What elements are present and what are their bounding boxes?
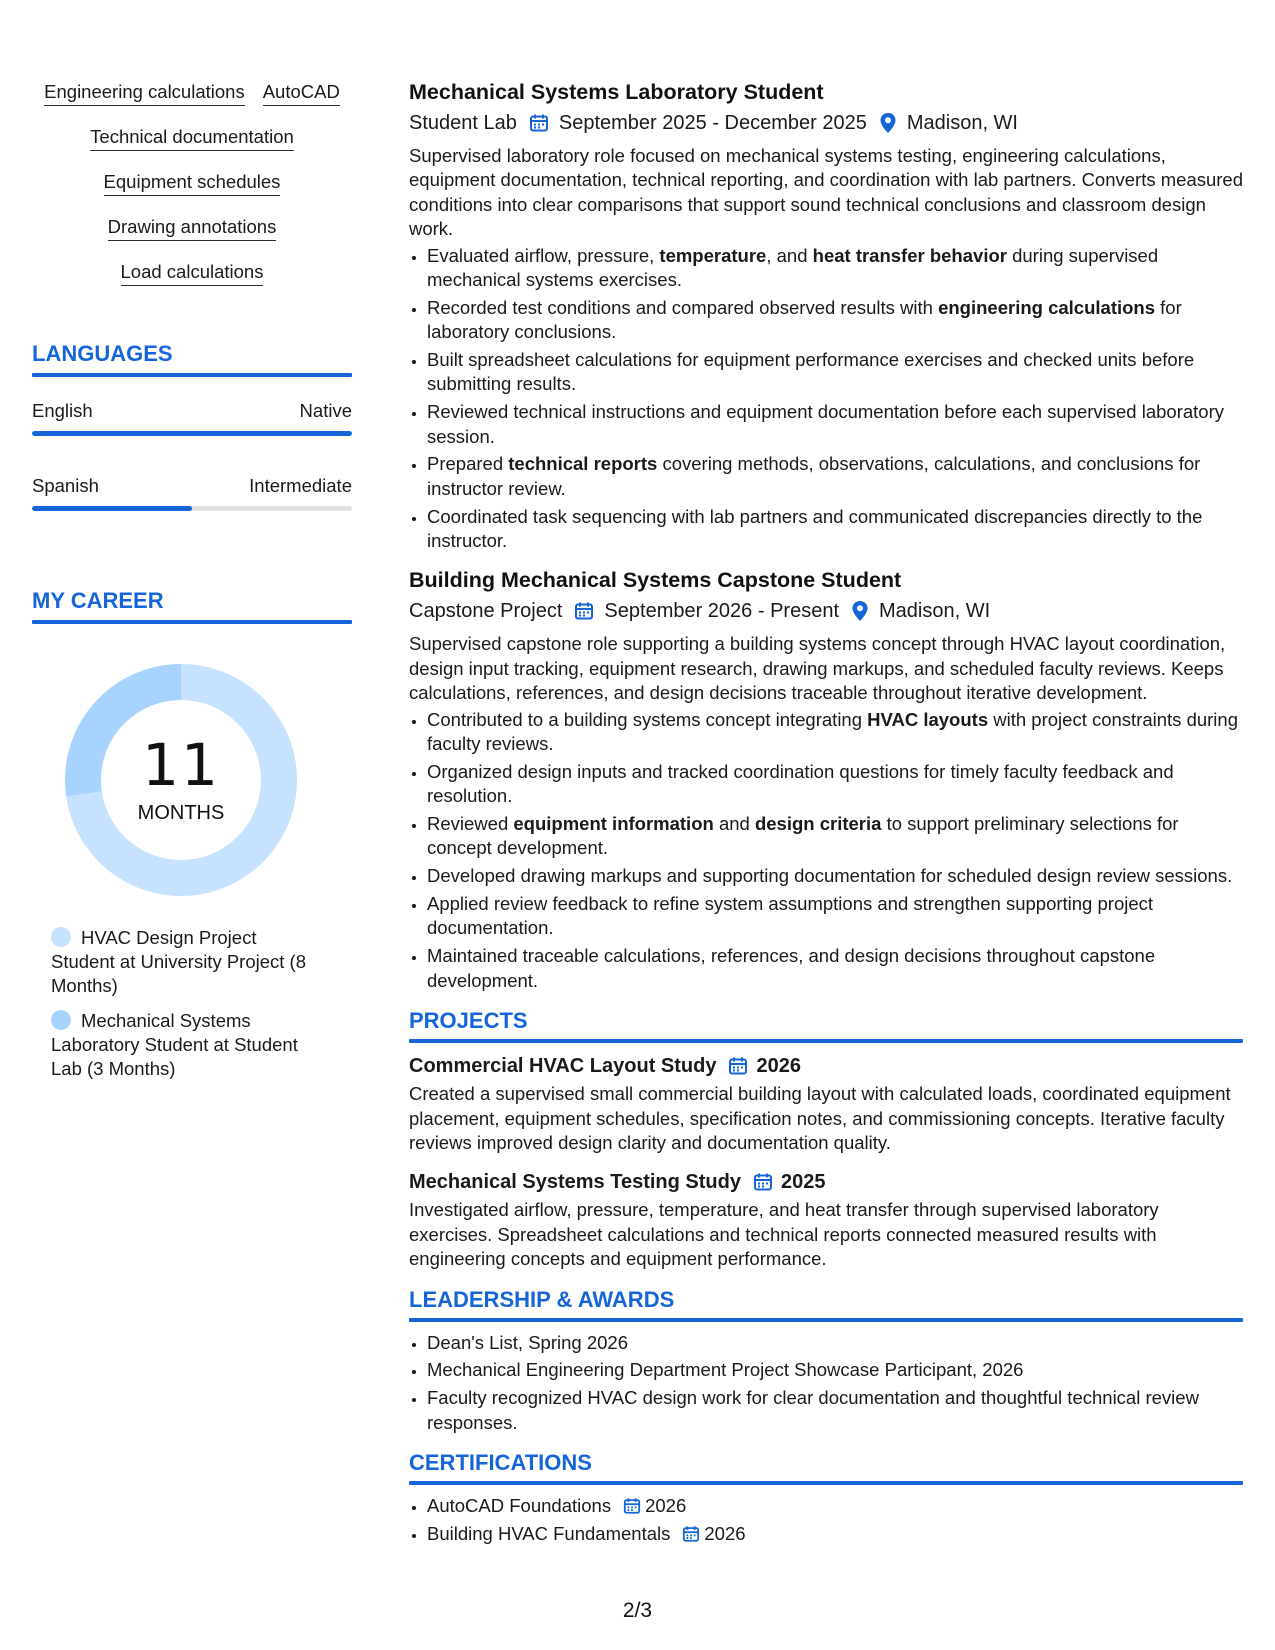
certifications-list: [409, 1494, 1243, 1546]
legend-item: [51, 926, 321, 998]
career-section: [32, 587, 352, 1081]
section-divider: [32, 373, 352, 377]
job-location: Madison, WI: [906, 112, 1018, 134]
language-proficiency-fill: [32, 431, 352, 436]
skill-tag: Technical documentation: [90, 125, 294, 151]
page-number: 2/3: [622, 1599, 653, 1622]
job-description: Supervised laboratory role focused on mechanical systems testing, engineering calculations, equipment documentation, technical reporting, and coordination with lab partners. Converts measured conditions into clear comparisons that support sound technical conclusions and classroom design work.: [409, 145, 1244, 240]
list-item: • Maintained traceable calculations, references, and design decisions throughout capstone development.: [427, 944, 1243, 993]
certifications-section: [409, 1449, 1243, 1546]
project-title: Mechanical Systems Testing Study: [409, 1171, 741, 1194]
career-legend: [51, 926, 321, 1081]
job-bullets: [409, 708, 1243, 993]
career-total-unit: MONTHS: [137, 801, 225, 824]
skill-tag: Load calculations: [121, 260, 264, 286]
legend-dot: [51, 1010, 71, 1030]
project-entry: [409, 1169, 1243, 1271]
calendar-icon: [682, 1525, 700, 1543]
main-content: [409, 78, 1243, 1550]
project-title: Commercial HVAC Layout Study: [409, 1055, 717, 1078]
list-item: • Faculty recognized HVAC design work for clear documentation and thoughtful technical review responses.: [427, 1386, 1243, 1435]
calendar-icon: [728, 1056, 748, 1076]
job-dates: September 2026 - Present: [604, 600, 840, 623]
calendar-icon: [529, 113, 549, 133]
language-item: [32, 474, 352, 511]
project-entry: [409, 1053, 1243, 1155]
list-item: • Contributed to a building systems concept integrating HVAC layouts with project constraints during faculty reviews.: [427, 708, 1243, 757]
skill-tag: Drawing annotations: [108, 215, 277, 241]
map-pin-icon: [851, 600, 869, 622]
list-item: • Mechanical Engineering Department Project Showcase Participant, 2026: [427, 1358, 1243, 1382]
languages-section: [32, 340, 352, 511]
project-description: Created a supervised small commercial building layout with calculated loads, coordinated equipment placement, equipment schedules, specification notes, and commissioning concepts. Iterative faculty reviews improved design clarity and documentation quality.: [409, 1083, 1231, 1153]
calendar-icon: [753, 1172, 773, 1192]
project-year: 2025: [780, 1171, 826, 1194]
job-meta: [409, 109, 1243, 137]
language-level: Native: [299, 400, 352, 421]
language-proficiency-bar: [32, 431, 352, 436]
list-item: • Built spreadsheet calculations for equipment performance exercises and checked units before submitting results.: [427, 348, 1243, 397]
legend-item: [51, 1009, 321, 1081]
language-proficiency-fill: [32, 506, 192, 511]
job-meta: [409, 597, 1243, 625]
job-dates: September 2025 - December 2025: [558, 112, 867, 134]
projects-heading: PROJECTS: [409, 1008, 528, 1034]
list-item: • Evaluated airflow, pressure, temperature, and heat transfer behavior during supervised mechanical systems exercises.: [427, 244, 1243, 293]
job-title: Building Mechanical Systems Capstone Student: [409, 568, 902, 593]
experience-entry: [409, 566, 1243, 993]
experience-entry: [409, 78, 1243, 553]
skill-tag: Equipment schedules: [104, 170, 281, 196]
job-title: Mechanical Systems Laboratory Student: [409, 80, 824, 104]
project-description: Investigated airflow, pressure, temperature, and heat transfer through supervised laboratory exercises. Spreadsheet calculations and technical reports connected measured results with engineering concepts and equipment performance.: [409, 1199, 1159, 1270]
calendar-icon: [574, 601, 594, 621]
list-item: • Dean's List, Spring 2026: [427, 1331, 1243, 1355]
legend-label: HVAC Design Project Student at University Project (8 Months): [51, 927, 306, 996]
career-heading: MY CAREER: [32, 588, 164, 613]
section-divider: [409, 1481, 1243, 1485]
list-item: • Prepared technical reports covering methods, observations, calculations, and conclusions for instructor review.: [427, 452, 1243, 501]
leadership-list: [409, 1331, 1243, 1435]
job-bullets: [409, 244, 1243, 554]
language-name: Spanish: [32, 475, 99, 496]
legend-dot: [51, 927, 71, 947]
list-item: • Developed drawing markups and supporting documentation for scheduled design review sessions.: [427, 864, 1243, 888]
leadership-section: [409, 1286, 1243, 1435]
legend-label: Mechanical Systems Laboratory Student at Student Lab (3 Months): [51, 1010, 298, 1079]
certification-year: 2026: [704, 1522, 746, 1544]
list-item: [427, 1522, 1243, 1546]
career-donut-chart: [65, 664, 297, 896]
list-item: • Reviewed technical instructions and equipment documentation before each supervised laboratory session.: [427, 400, 1243, 449]
certification-name: • Building HVAC Fundamentals: [427, 1522, 671, 1544]
project-year: 2026: [756, 1055, 801, 1078]
certification-year: 2026: [645, 1494, 687, 1516]
map-pin-icon: [879, 112, 897, 134]
job-org: Student Lab: [409, 112, 517, 134]
section-divider: [409, 1039, 1243, 1043]
job-org: Capstone Project: [409, 600, 563, 623]
language-level: Intermediate: [249, 475, 352, 496]
list-item: • Coordinated task sequencing with lab partners and communicated discrepancies directly to the instructor.: [427, 505, 1243, 554]
list-item: • Reviewed equipment information and design criteria to support preliminary selections for concept development.: [427, 812, 1243, 861]
calendar-icon: [623, 1497, 641, 1515]
section-divider: [409, 1318, 1243, 1322]
job-location: Madison, WI: [879, 600, 991, 623]
language-proficiency-bar: [32, 506, 352, 511]
languages-heading: LANGUAGES: [32, 341, 173, 366]
list-item: • Organized design inputs and tracked coordination questions for timely faculty feedback and resolution.: [427, 760, 1243, 809]
skills-list: [32, 80, 352, 286]
language-name: English: [32, 400, 93, 421]
section-divider: [32, 620, 352, 624]
certifications-heading: CERTIFICATIONS: [409, 1449, 592, 1475]
skill-tag: Engineering calculations: [44, 80, 245, 106]
list-item: • Recorded test conditions and compared observed results with engineering calculations for laboratory conclusions.: [427, 296, 1243, 345]
leadership-heading: LEADERSHIP & AWARDS: [409, 1286, 675, 1312]
career-total-months: 11: [142, 730, 220, 799]
sidebar: [32, 80, 352, 1081]
certification-name: • AutoCAD Foundations: [427, 1494, 612, 1516]
projects-section: [409, 1007, 1243, 1271]
language-item: [32, 399, 352, 436]
skill-tag: AutoCAD: [263, 80, 340, 106]
list-item: [427, 1494, 1243, 1518]
job-description: Supervised capstone role supporting a building systems concept through HVAC layout coordination, design input tracking, equipment research, drawing markups, and scheduled faculty reviews. Keeps calculations, references, and design decisions traceable throughout iterative development.: [409, 633, 1226, 704]
list-item: • Applied review feedback to refine system assumptions and strengthen supporting project documentation.: [427, 892, 1243, 941]
